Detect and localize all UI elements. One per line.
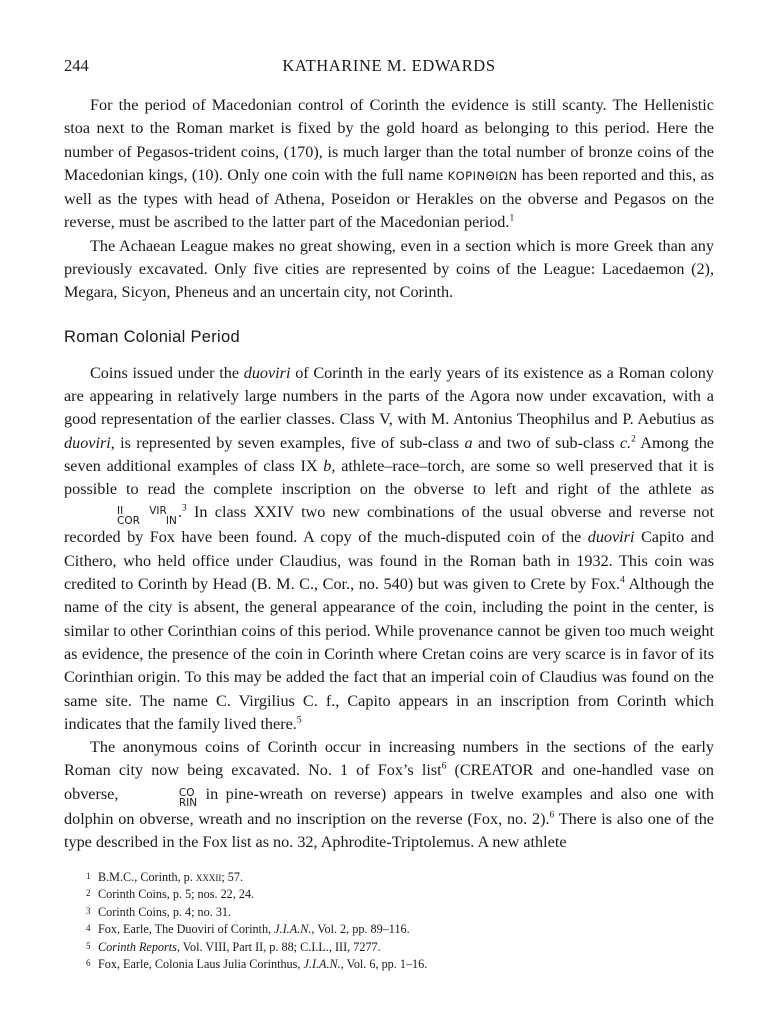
para1-text-a: For the period of Macedonian control of Corinth the evidence is still scanty. The Hellenistic stoa next to the Roman market is fixed by the gold hoard as belonging to this period. Here the number of Pegasos-trident coins, (170), is much larger than the total number of bronze coins of the Macedonian kings, (10). Only one coin with the full name: [64, 96, 714, 184]
inscription-bottom-left: COR: [117, 515, 140, 528]
class-b: b: [323, 456, 332, 475]
paragraph-macedonian-period: [64, 94, 714, 235]
footnote-4: [86, 920, 706, 937]
subclass-a: a: [464, 433, 473, 452]
footnote-roman-numeral: xxxii: [195, 870, 222, 884]
term-duoviri: duoviri: [243, 363, 291, 382]
para3-s3: , is represented by seven examples, five of sub-class: [110, 433, 465, 452]
footnote-text: Corinth Coins, p. 5; nos. 22, 24.: [98, 887, 255, 902]
coin-inscription-ii-vir-cor-in: [65, 506, 177, 526]
footnote-number: 2: [86, 888, 91, 899]
footnote-text: , Vol. 6, pp. 1–16.: [340, 957, 428, 972]
publication-title: Corinth Reports: [98, 939, 177, 954]
greek-legend-korinthion: ΚΟΡΙΝΘΙΩΝ: [447, 168, 518, 183]
coin-inscription-co-rin: [127, 788, 197, 808]
footnote-6: [86, 955, 706, 972]
footnote-ref-6[interactable]: 6: [441, 762, 447, 773]
para3-s4: and two of sub-class: [472, 433, 620, 452]
paragraph-anonymous-coins: [64, 736, 714, 854]
para4-s3: in pine-wreath on reverse) appears in twelve examples and also one with dolphin on obverse, wreath and no inscription on the reverse (Fox, no. 2).: [64, 784, 714, 828]
para3-s1: Coins issued under the: [90, 363, 244, 382]
para3-s8: In class XXIV two new combinations of the usual obverse and reverse not recorded by Fox have been found. A copy of the much-disputed coin of the: [64, 503, 714, 547]
journal-title: J.I.A.N.: [303, 957, 341, 972]
para4-s2: (CREATOR and one-handled vase on obverse,: [64, 761, 714, 803]
footnote-number: 1: [86, 871, 91, 881]
footnote-ref-6[interactable]: 6: [549, 810, 555, 821]
inscription-top-right: VIR: [149, 505, 167, 518]
footnote-text: Corinth Coins, p. 4; no. 31.: [98, 904, 232, 919]
footnote-ref-3[interactable]: 3: [181, 504, 187, 515]
para2-text: The Achaean League makes no great showing, even in a section which is more Greek than any previously excavated. Only five cities are represented by coins of the League: Lacedaemon (2), Megara, Sicyon, Pheneus and an uncertain city, not Corinth.: [64, 236, 714, 302]
footnote-3: [86, 903, 706, 920]
para3-s7: .: [177, 503, 182, 522]
footnote-ref-4[interactable]: 4: [620, 575, 625, 586]
para1-text-b: has been reported and this, as well as the types with head of Athena, Poseidon or Herakles on the obverse and Pegasos on the reverse, must be ascribed to the latter part of the Macedonian period.: [64, 165, 714, 232]
footnote-number: 4: [86, 923, 91, 934]
para3-s6: , athlete–race–torch, are some so well preserved that it is possible to read the complete inscription on the obverse to left and right of the athlete as: [64, 456, 714, 499]
para4-s4: There is also one of the type described in the Fox list as no. 32, Aphrodite-Triptolemus. A new athlete: [64, 809, 714, 852]
footnote-2: [86, 885, 706, 902]
inscription-top-left: II: [117, 505, 124, 518]
footnote-text: , Vol. 2, pp. 89–116.: [311, 922, 410, 937]
footnote-ref-1[interactable]: 1: [509, 214, 515, 225]
footnote-number: 6: [86, 958, 91, 969]
footnote-text: Fox, Earle, Colonia Laus Julia Corinthus,: [98, 957, 304, 972]
footnote-ref-2[interactable]: 2: [631, 434, 636, 445]
paragraph-achaean-league: [64, 235, 714, 305]
inscription-bottom-right: IN: [165, 515, 177, 528]
footnote-text: ; 57.: [221, 870, 244, 884]
footnote-5: [86, 938, 706, 955]
term-duoviri: duoviri: [587, 528, 635, 547]
journal-title: J.I.A.N.: [274, 922, 312, 937]
para3-s2: of Corinth in the early years of its existence as a Roman colony are appearing in relatively large numbers in the parts of the Agora now under excavation, with a good representation of the earlier classes. Class V, with M. Antonius Theophilus and P. Aebutius as: [64, 363, 714, 429]
subclass-c: c.: [619, 433, 632, 452]
footnote-text: B.M.C., Corinth, p.: [98, 870, 196, 884]
para3-s5: Among the seven additional examples of class IX: [64, 433, 714, 475]
section-heading: Roman Colonial Period: [64, 327, 240, 346]
inscription-co: CO: [178, 786, 195, 799]
footnote-text: , Vol. VIII, Part II, p. 88; C.I.L., III, 7277.: [176, 939, 381, 954]
running-title-author: KATHARINE M. EDWARDS: [282, 56, 496, 75]
footnotes: [86, 868, 706, 972]
footnote-number: 5: [86, 940, 91, 951]
term-duoviri: duoviri: [64, 433, 111, 452]
footnote-text: Fox, Earle, The Duoviri of Corinth,: [98, 922, 275, 937]
page-number: 244: [64, 56, 89, 75]
inscription-rin: RIN: [178, 796, 198, 809]
footnote-ref-5[interactable]: 5: [296, 715, 302, 726]
running-header: [64, 56, 714, 82]
para3-s9: Capito and Cithero, who held office under Claudius, was found in the Roman bath in 1932. This coin was credited to Corinth by Head (B. M. C., Cor., no. 540) but was given to Crete by Fox.: [64, 528, 714, 594]
footnote-1: [86, 868, 706, 885]
para4-s1: The anonymous coins of Corinth occur in increasing numbers in the sections of the early Roman city now being excavated. No. 1 of Fox’s list: [64, 738, 714, 780]
body-text: [64, 94, 714, 854]
paragraph-duoviri-coins: [64, 362, 714, 736]
para3-s10: Although the name of the city is absent, the general appearance of the coin, including the point in the center, is similar to other Corinthian coins of this period. While provenance cannot be given too much weight as evidence, the presence of the coin in Corinth where Cretan coins are very scarce is in favor of its Corinthian origin. To this may be added the fact that an imperial coin of Claudius was found on the same site. The name C. Virgilius C. f., Capito appears in an inscription from Corinth which indicates that the family lived there.: [64, 575, 714, 733]
footnote-number: 3: [86, 905, 91, 916]
